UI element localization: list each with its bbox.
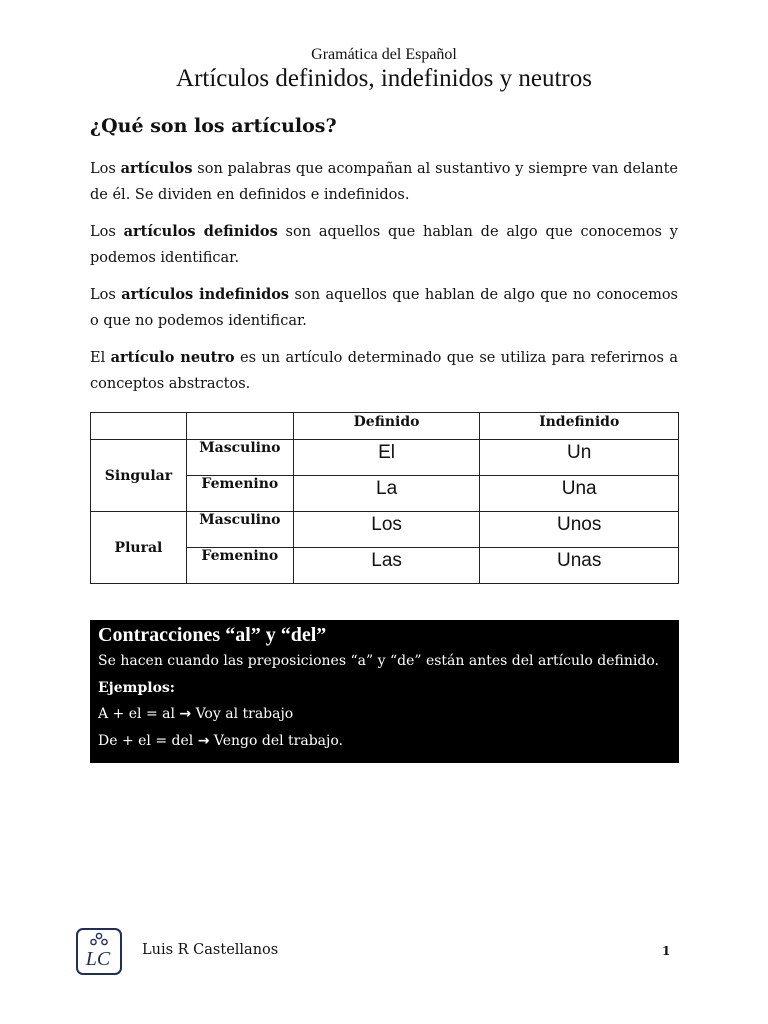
paragraph-neutro: El artículo neutro es un artículo determinado que se utiliza para referirnos a conceptos abstractos.: [90, 349, 678, 392]
bold-term: artículo neutro: [110, 349, 235, 366]
table-header-cell: [91, 413, 187, 440]
table-header-cell: [186, 413, 293, 440]
definido-cell: El: [293, 440, 480, 476]
gender-label: Femenino: [186, 548, 293, 584]
arrow-right-icon: →: [197, 732, 210, 749]
bold-term: artículos: [120, 160, 193, 177]
lc-monogram-icon: [78, 930, 120, 973]
contracciones-title: Contracciones “al” y “del”: [98, 624, 327, 646]
gender-label: Masculino: [186, 440, 293, 476]
definido-cell: Las: [293, 548, 480, 584]
table-row: [91, 440, 679, 476]
table-row: [91, 512, 679, 548]
indefinido-cell: Una: [480, 476, 679, 512]
author-logo: [76, 928, 122, 975]
table-header-definido: Definido: [293, 413, 480, 440]
document-subtitle: Gramática del Español: [311, 46, 457, 63]
footer-author: Luis R Castellanos: [142, 942, 279, 958]
paragraph-articulos: Los artículos son palabras que acompañan al sustantivo y siempre van delante de él. Se dividen en definidos e indefinidos.: [90, 160, 678, 203]
table-header-indefinido: Indefinido: [480, 413, 679, 440]
example-result: Voy al trabajo: [195, 706, 294, 722]
example-formula: De + el = del: [98, 732, 194, 749]
paragraph-indefinidos: Los artículos indefinidos son aquellos que hablan de algo que no conocemos o que no podemos identificar.: [90, 286, 678, 329]
paragraph-definidos: Los artículos definidos son aquellos que hablan de algo que conocemos y podemos identificar.: [90, 223, 678, 266]
gender-label: Femenino: [186, 476, 293, 512]
group-label-singular: Singular: [91, 440, 187, 512]
indefinido-cell: Unos: [480, 512, 679, 548]
example-line: [98, 728, 671, 755]
table-header-row: [91, 413, 679, 440]
bold-term: artículos indefinidos: [121, 286, 290, 303]
example-formula: A + el = al: [98, 706, 175, 722]
gender-label: Masculino: [186, 512, 293, 548]
example-result: Vengo del trabajo.: [213, 732, 343, 749]
section-heading: ¿Qué son los artículos?: [90, 115, 337, 137]
document-title: Artículos definidos, indefinidos y neutros: [176, 65, 592, 92]
bold-term: artículos definidos: [123, 223, 278, 240]
arrow-right-icon: →: [179, 706, 192, 722]
contracciones-box: [90, 620, 679, 763]
definido-cell: Los: [293, 512, 480, 548]
definido-cell: La: [293, 476, 480, 512]
page-number: 1: [662, 944, 671, 958]
svg-text:LC: LC: [85, 948, 111, 970]
indefinido-cell: Un: [480, 440, 679, 476]
indefinido-cell: Unas: [480, 548, 679, 584]
example-line: [98, 701, 671, 728]
contracciones-description: Se hacen cuando las preposiciones “a” y “de” están antes del artículo definido.: [98, 653, 659, 669]
articles-table: [90, 412, 679, 584]
group-label-plural: Plural: [91, 512, 187, 584]
examples-label: Ejemplos:: [98, 679, 175, 696]
